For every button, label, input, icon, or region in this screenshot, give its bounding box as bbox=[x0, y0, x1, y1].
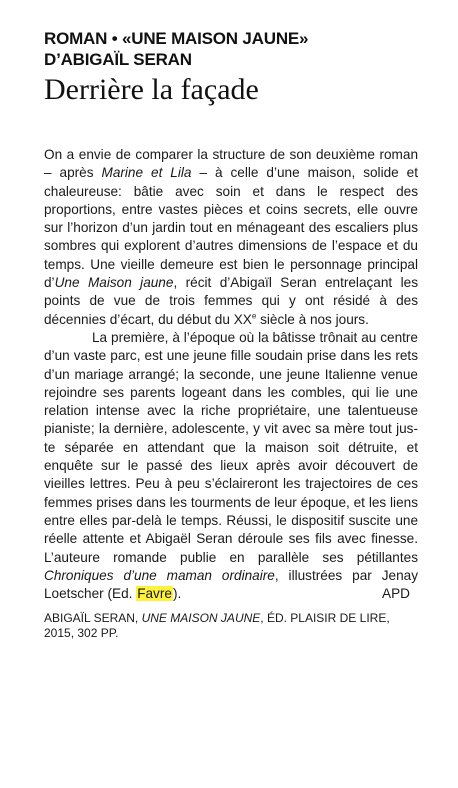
p2-text-b: , illustrées par Jenay Loetscher (Ed. bbox=[44, 567, 419, 602]
p2-text-c: ). bbox=[172, 586, 182, 602]
p1-text-b: – à celle d’une maison, solide et chaleureuse: bâtie avec soin et dans le respect des proportions, entre vastes pièces et coins secrets, elle ouvre sur l’horizon d’un jardin tout en ménageant des escaliers plus sombres qui explorent d’autres dimensions de l’espace et du temps. Une vieille demeure est bien le personnage principal d’ bbox=[44, 165, 419, 291]
highlighted-word: Favre bbox=[137, 586, 172, 602]
credit-book-title: UNE MAISON JAUNE bbox=[141, 611, 261, 626]
credit-text-a: ABIGAÏL SERAN, bbox=[44, 611, 142, 626]
p1-text-c: , récit d’Abigaïl Seran entrelaçant les points de vue de trois femmes qui y ont résidé à des décennies d’écart, du début du XX bbox=[44, 275, 418, 327]
kicker-line-1: ROMAN • «UNE MAISON JAUNE» bbox=[44, 29, 309, 48]
paragraph-2 bbox=[44, 329, 418, 603]
kicker-line-2: D’ABIGAÏL SERAN bbox=[44, 50, 192, 69]
article-kicker bbox=[44, 28, 418, 70]
p1-text-a: On a envie de comparer la structure de son deuxième roman – après bbox=[44, 147, 418, 181]
century-superscript: e bbox=[251, 311, 257, 321]
article-body bbox=[44, 146, 418, 603]
book-credit bbox=[44, 611, 418, 641]
p1-text-d: siècle à nos jours. bbox=[256, 311, 369, 327]
paragraph-1 bbox=[44, 146, 418, 329]
book-title-chroniques: Chroniques d’une maman ordinaire bbox=[44, 567, 275, 583]
p2-text-a: La première, à l’époque où la bâtisse trônait au centre d’un vaste parc, est une jeune fille soudain prise dans les rets d’un mariage arrangé; la seconde, une jeune Italienne venue rejoindre ses parents logeant dans les combles, qui lie une relation intense avec la riche propriétaire, une talentueuse pianiste; la dernière, adolescente, y vit avec sa mère tout juste séparée en attendant que la maison soit détruite, et enquête sur le passé des lieux après avoir découvert de vieilles lettres. Peu à peu s’éclaireront les trajectoires de ces femmes prises dans les tourments de leur époque, et les liens entre elles par-delà le temps. Réussi, le dispositif suscite une réelle attente et Abigaël Seran déroule ses fils avec finesse. L’auteure romande publie en parallèle ses pétillantes bbox=[44, 329, 418, 565]
book-title-une-maison-jaune: Une Maison jaune bbox=[54, 275, 174, 291]
credit-text-b: , ÉD. PLAISIR DE LIRE, 2015, 302 PP. bbox=[44, 611, 390, 641]
article-title: Derrière la façade bbox=[44, 73, 259, 106]
book-title-marine-et-lila: Marine et Lila bbox=[101, 165, 192, 181]
author-signature: APD bbox=[382, 586, 410, 602]
